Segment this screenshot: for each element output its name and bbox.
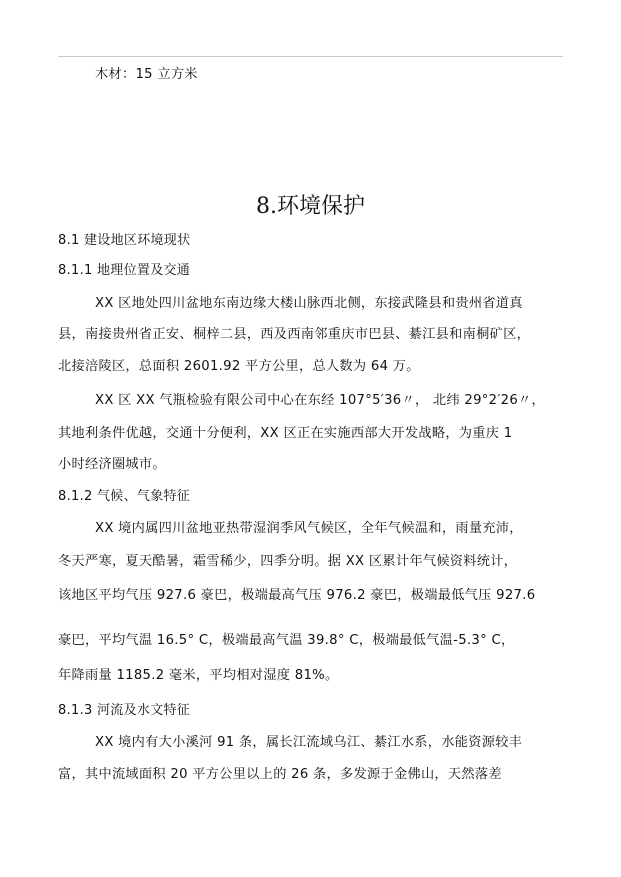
paragraph-rivers-line: XX 境内有大小溪河 91 条，属长江流域乌江、綦江水系，水能资源较丰 — [95, 735, 523, 750]
paragraph-coordinates-line: 小时经济圈城市。 — [58, 457, 166, 472]
heading-8-1-2: 8.1.2 气候、气象特征 — [58, 489, 191, 504]
heading-8-1-1: 8.1.1 地理位置及交通 — [58, 263, 191, 278]
paragraph-rivers-line: 富，其中流域面积 20 平方公里以上的 26 条，多发源于金佛山，天然落差 — [58, 767, 502, 782]
heading-8-1: 8.1 建设地区环境现状 — [58, 233, 191, 248]
heading-8-1-3: 8.1.3 河流及水文特征 — [58, 703, 191, 718]
section-title: 8.环境保护 — [256, 194, 365, 219]
header-divider — [58, 56, 563, 57]
paragraph-climate-line: XX 境内属四川盆地亚热带湿润季风气候区，全年气候温和，雨量充沛， — [95, 521, 523, 536]
paragraph-location-line: XX 区地处四川盆地东南边缘大楼山脉西北侧，东接武隆县和贵州省道真 — [95, 296, 523, 311]
paragraph-climate-line: 冬天严寒，夏天酷暑，霜雪稀少，四季分明。据 XX 区累计年气候资料统计， — [58, 554, 518, 569]
paragraph-climate-line: 该地区平均气压 927.6 豪巴，极端最高气压 976.2 豪巴，极端最低气压 927.6 — [58, 588, 536, 603]
paragraph-location-line: 北接涪陵区，总面积 2601.92 平方公里，总人数为 64 万。 — [58, 359, 420, 374]
paragraph-coordinates-line: XX 区 XX 气瓶检验有限公司中心在东经 107°5′36〃， 北纬 29°2′26〃， — [95, 393, 546, 408]
paragraph-climate-line: 豪巴，平均气温 16.5° C，极端最高气温 39.8° C，极端最低气温-5.3° C， — [58, 633, 515, 648]
wood-volume-line: 木材：15 立方米 — [95, 67, 198, 82]
paragraph-coordinates-line: 其地利条件优越，交通十分便利，XX 区正在实施西部大开发战略，为重庆 1 — [58, 426, 513, 441]
paragraph-location-line: 县，南接贵州省正安、桐梓二县，西及西南邻重庆市巴县、綦江县和南桐矿区， — [58, 327, 531, 342]
paragraph-climate-line: 年降雨量 1185.2 毫米，平均相对湿度 81%。 — [58, 668, 339, 683]
